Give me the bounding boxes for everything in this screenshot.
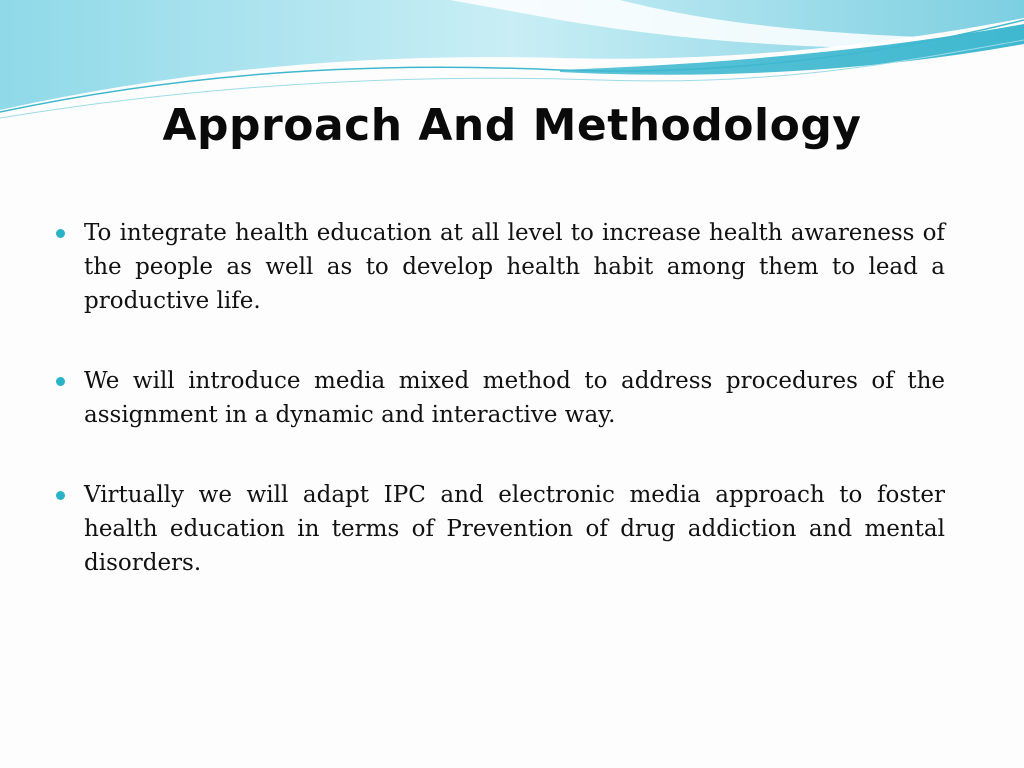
bullet-item-2 [52, 364, 945, 432]
bullet-text: Virtually we will adapt IPC and electronic media approach to foster health education in terms of Prevention of drug addiction and mental disorders. [84, 482, 945, 576]
bullet-text: To integrate health education at all level to increase health awareness of the people as well as to develop health habit among them to lead a productive life. [84, 220, 945, 314]
bullet-list [52, 216, 945, 626]
bullet-dot-icon [56, 377, 65, 386]
bullet-item-3 [52, 478, 945, 580]
bullet-text: We will introduce media mixed method to address procedures of the assignment in a dynamic and interactive way. [84, 368, 945, 428]
bullet-dot-icon [56, 229, 65, 238]
slide-title: Approach And Methodology [162, 100, 862, 151]
bullet-item-1 [52, 216, 945, 318]
bullet-dot-icon [56, 491, 65, 500]
